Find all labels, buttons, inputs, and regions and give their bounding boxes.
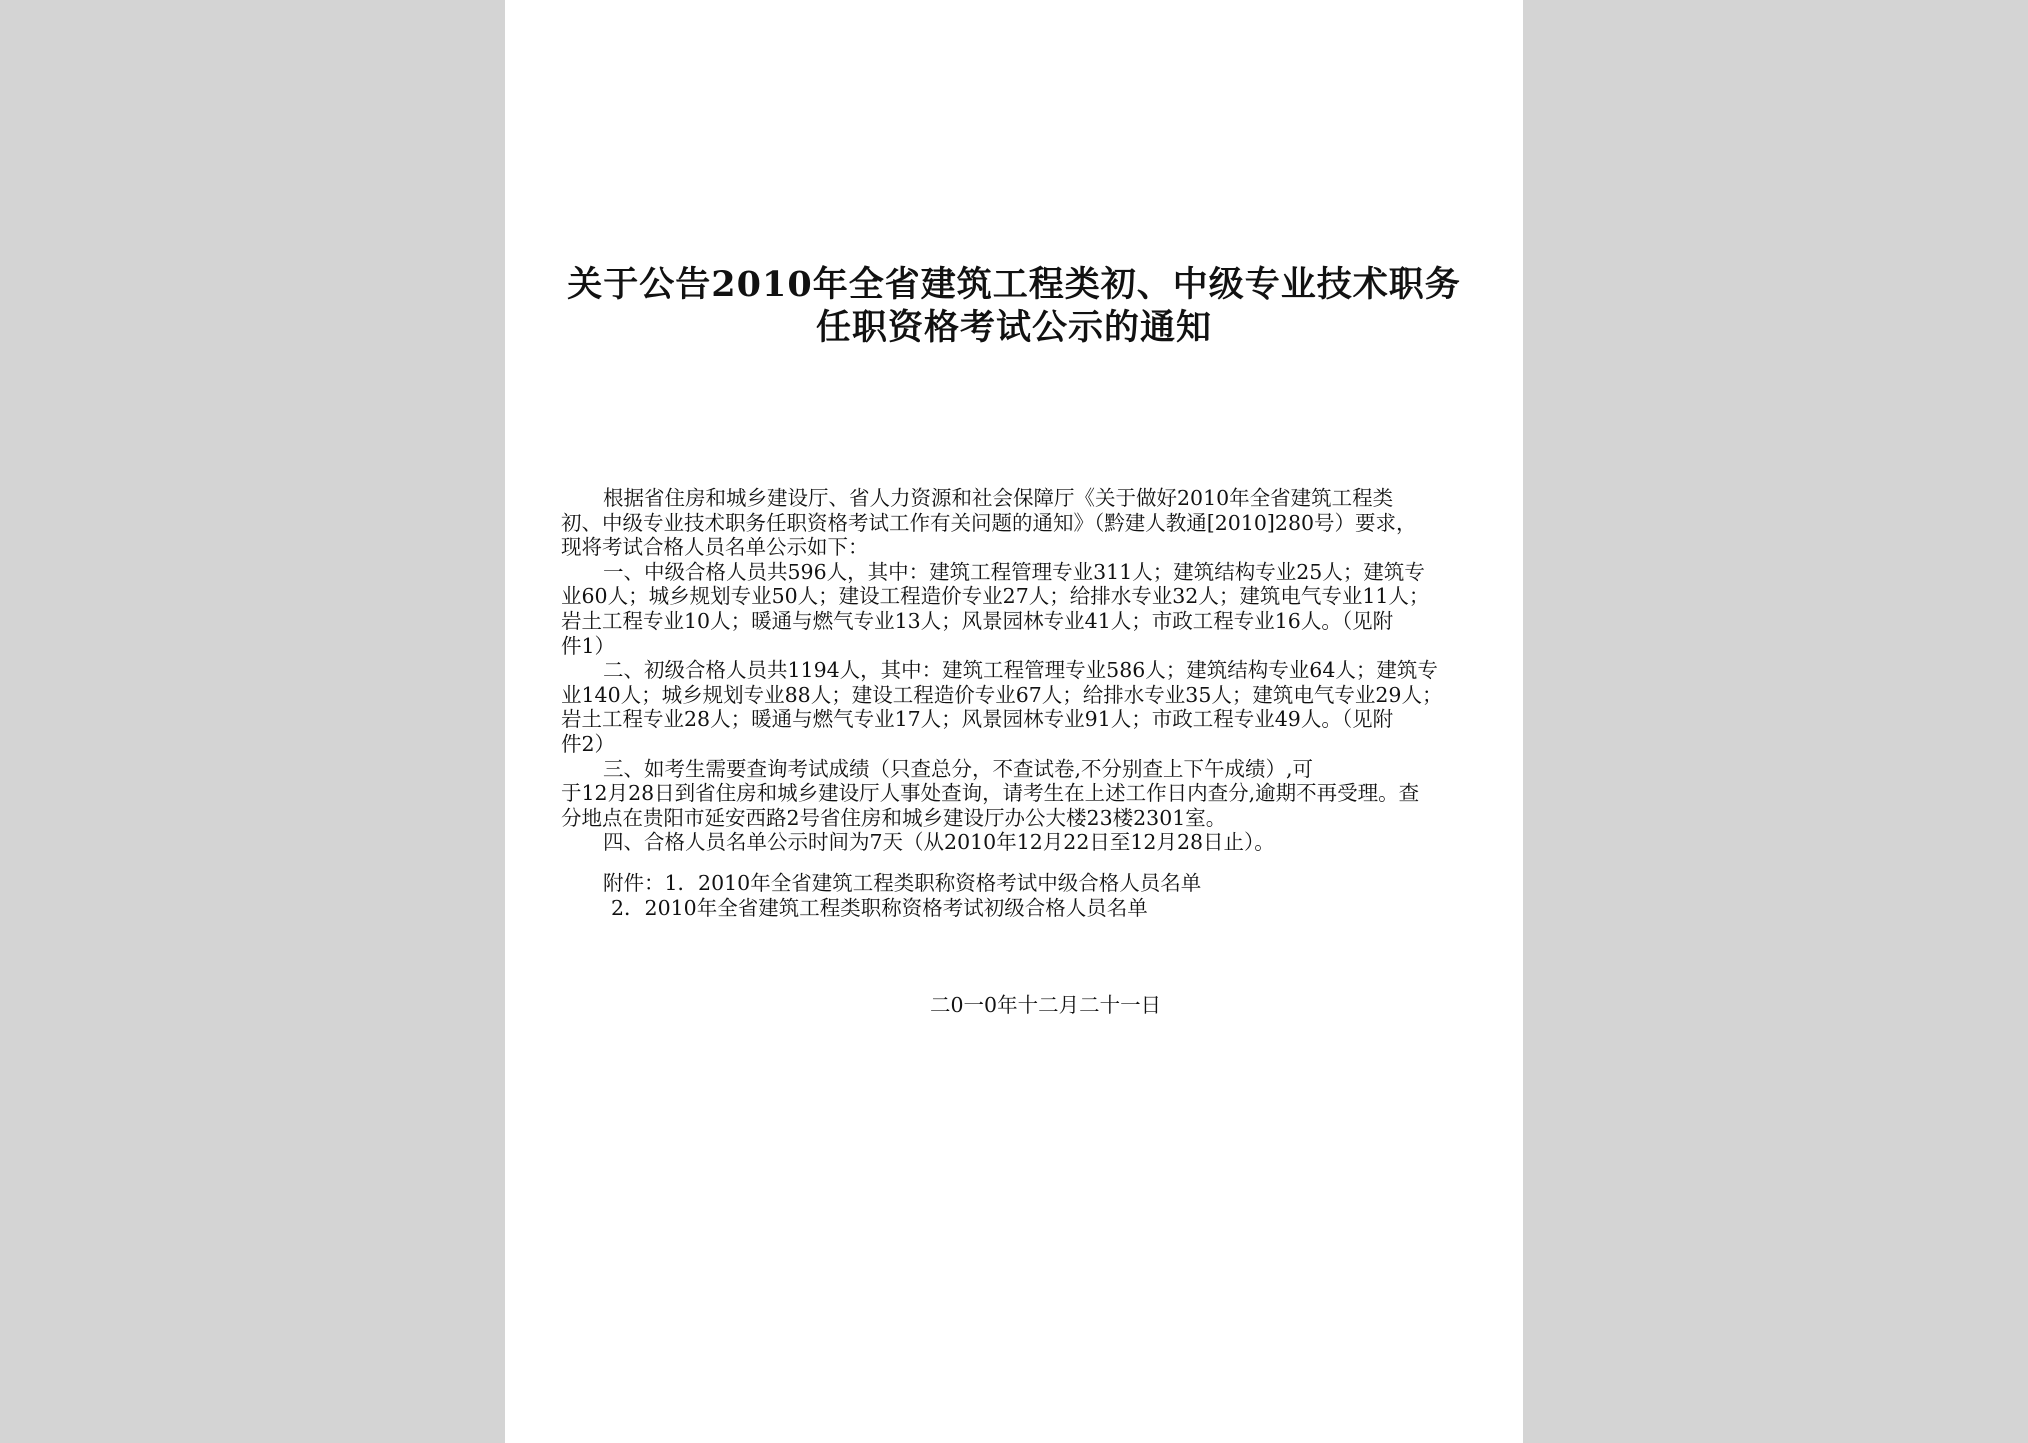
paragraph-line: 业60人；城乡规划专业50人；建设工程造价专业27人；给排水专业32人；建筑电气专业11人；	[561, 584, 1430, 609]
paragraph-line: 四、合格人员名单公示时间为7天（从2010年12月22日至12月28日止）。	[603, 830, 1275, 855]
paragraph-line: 业140人；城乡规划专业88人；建设工程造价专业67人；给排水专业35人；建筑电气专业29人；	[561, 682, 1443, 707]
paragraph-line: 初、中级专业技术职务任职资格考试工作有关问题的通知》（黔建人教通[2010]280号）要求，	[561, 510, 1417, 535]
paragraph-line: 件2）	[561, 731, 616, 756]
paragraph-line: 一、中级合格人员共596人，其中：建筑工程管理专业311人；建筑结构专业25人；建筑专	[603, 559, 1425, 584]
paragraph-line: 于12月28日到省住房和城乡建设厅人事处查询，请考生在上述工作日内查分,逾期不再受理。查	[561, 781, 1420, 806]
document-page	[505, 0, 1523, 1443]
paragraph-line: 分地点在贵阳市延安西路2号省住房和城乡建设厅办公大楼23楼2301室。	[561, 805, 1227, 830]
paragraph-line: 岩土工程专业28人；暖通与燃气专业17人；风景园林专业91人；市政工程专业49人。（见附	[561, 707, 1394, 732]
attachment-line-2: 2．2010年全省建筑工程类职称资格考试初级合格人员名单	[611, 895, 1148, 920]
paragraph-line: 件1）	[561, 633, 616, 658]
document-title	[505, 263, 1523, 349]
paragraph-line: 现将考试合格人员名单公示如下：	[561, 535, 869, 560]
title-line-1: 关于公告2010年全省建筑工程类初、中级专业技术职务	[567, 264, 1461, 305]
document-body	[561, 486, 1467, 920]
paragraph-line: 二、初级合格人员共1194人，其中：建筑工程管理专业586人；建筑结构专业64人；建筑专	[603, 658, 1438, 683]
document-date: 二0一0年十二月二十一日	[930, 993, 1162, 1017]
paragraph-line: 根据省住房和城乡建设厅、省人力资源和社会保障厅《关于做好2010年全省建筑工程类	[603, 486, 1394, 510]
title-line-2: 任职资格考试公示的通知	[815, 307, 1212, 348]
paragraph-gap	[561, 855, 1467, 871]
paragraph-line: 三、如考生需要查询考试成绩（只查总分，不查试卷,不分别查上下午成绩）,可	[603, 756, 1314, 781]
attachment-line-1: 附件：1．2010年全省建筑工程类职称资格考试中级合格人员名单	[603, 870, 1202, 895]
paragraph-line: 岩土工程专业10人；暖通与燃气专业13人；风景园林专业41人；市政工程专业16人。（见附	[561, 608, 1394, 633]
